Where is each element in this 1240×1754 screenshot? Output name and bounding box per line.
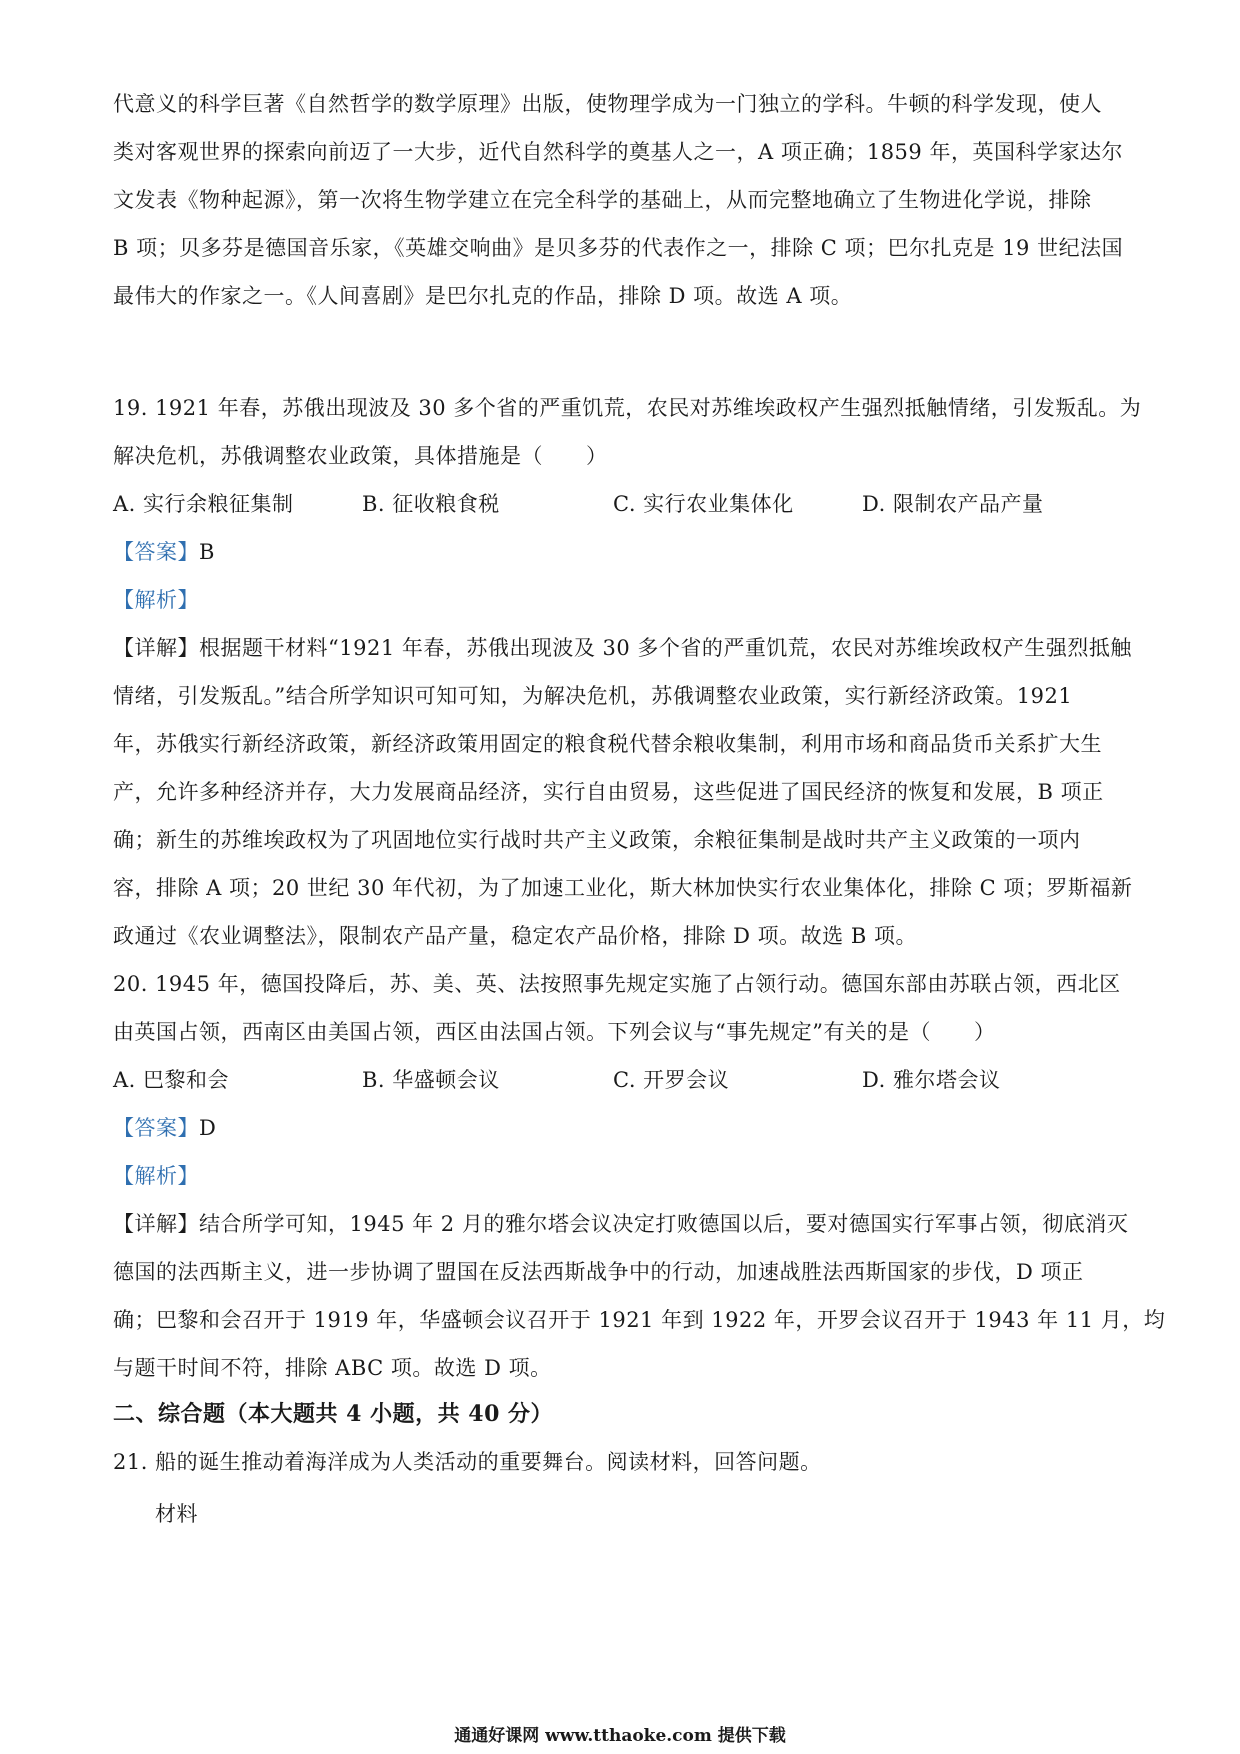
q19-analysis-tag: 【解析】 (113, 588, 199, 612)
q19-detail-line: 确；新生的苏维埃政权为了巩固地位实行战时共产主义政策，余粮征集制是战时共产主义政策的一项内 (113, 828, 1081, 852)
q20-option-c: C. 开罗会议 (613, 1068, 730, 1092)
prev-explanation-line: 最伟大的作家之一。《人间喜剧》是巴尔扎克的作品，排除 D 项。故选 A 项。 (113, 284, 853, 308)
q19-detail-line: 产，允许多种经济并存，大力发展商品经济，实行自由贸易，这些促进了国民经济的恢复和发展，B 项正 (113, 780, 1104, 804)
q21-material-label: 材料 (155, 1502, 198, 1526)
q20-detail-line (113, 1214, 1128, 1235)
footer-watermark: 通通好课网 www.tthaoke.com 提供下载 (454, 1726, 786, 1746)
q19-detail-line: 政通过《农业调整法》，限制农产品产量，稳定农产品价格，排除 D 项。故选 B 项。 (113, 924, 917, 948)
q19-detail-line (113, 638, 1132, 659)
detail-text: 结合所学可知，1945 年 2 月的雅尔塔会议决定打败德国以后，要对德国实行军事占领，彻底消灭 (199, 1212, 1129, 1236)
q19-detail-line: 情绪，引发叛乱。”结合所学知识可知可知，为解决危机，苏俄调整农业政策，实行新经济政策。1921 (113, 684, 1073, 708)
q19-option-a: A. 实行余粮征集制 (113, 492, 294, 516)
q21-stem: 21. 船的诞生推动着海洋成为人类活动的重要舞台。阅读材料，回答问题。 (113, 1450, 822, 1474)
answer-value: B (199, 540, 215, 564)
q20-option-d: D. 雅尔塔会议 (862, 1068, 1001, 1092)
answer-value: D (199, 1116, 217, 1140)
q19-detail-line: 容，排除 A 项；20 世纪 30 年代初，为了加速工业化，斯大林加快实行农业集体化，排除 C 项；罗斯福新 (113, 876, 1133, 900)
answer-tag: 【答案】 (113, 540, 199, 564)
q20-answer (113, 1118, 216, 1139)
prev-explanation-line: B 项；贝多芬是德国音乐家，《英雄交响曲》是贝多芬的代表作之一，排除 C 项；巴尔扎克是 19 世纪法国 (113, 236, 1124, 260)
detail-text: 根据题干材料“1921 年春，苏俄出现波及 30 多个省的严重饥荒，农民对苏维埃政权产生强烈抵触 (199, 636, 1132, 660)
detail-tag: 【详解】 (113, 1212, 199, 1236)
q20-option-b: B. 华盛顿会议 (362, 1068, 500, 1092)
q20-stem-line: 20. 1945 年，德国投降后，苏、美、英、法按照事先规定实施了占领行动。德国东部由苏联占领，西北区 (113, 972, 1121, 996)
detail-tag: 【详解】 (113, 636, 199, 660)
q20-option-a: A. 巴黎和会 (113, 1068, 230, 1092)
q20-detail-line: 德国的法西斯主义，进一步协调了盟国在反法西斯战争中的行动，加速战胜法西斯国家的步伐，D 项正 (113, 1260, 1084, 1284)
prev-explanation-line: 类对客观世界的探索向前迈了一大步，近代自然科学的奠基人之一，A 项正确；1859 年，英国科学家达尔 (113, 140, 1123, 164)
q19-detail-line: 年，苏俄实行新经济政策，新经济政策用固定的粮食税代替余粮收集制，利用市场和商品货币关系扩大生 (113, 732, 1102, 756)
q19-stem-line: 19. 1921 年春，苏俄出现波及 30 多个省的严重饥荒，农民对苏维埃政权产生强烈抵触情绪，引发叛乱。为 (113, 396, 1142, 420)
q19-stem-line: 解决危机，苏俄调整农业政策，具体措施是（ ） (113, 444, 608, 468)
answer-tag: 【答案】 (113, 1116, 199, 1140)
q19-option-c: C. 实行农业集体化 (613, 492, 794, 516)
q19-answer (113, 542, 215, 563)
q20-stem-line: 由英国占领，西南区由美国占领，西区由法国占领。下列会议与“事先规定”有关的是（ ） (113, 1020, 996, 1044)
q20-detail-line: 与题干时间不符，排除 ABC 项。故选 D 项。 (113, 1356, 552, 1380)
prev-explanation-line: 文发表《物种起源》，第一次将生物学建立在完全科学的基础上，从而完整地确立了生物进化学说，排除 (113, 188, 1092, 212)
q19-option-b: B. 征收粮食税 (362, 492, 500, 516)
prev-explanation-line: 代意义的科学巨著《自然哲学的数学原理》出版，使物理学成为一门独立的学科。牛顿的科学发现，使人 (113, 92, 1102, 116)
q19-option-d: D. 限制农产品产量 (862, 492, 1044, 516)
q20-analysis-tag: 【解析】 (113, 1164, 199, 1188)
section-heading: 二、综合题（本大题共 4 小题，共 40 分） (113, 1401, 554, 1427)
q20-detail-line: 确；巴黎和会召开于 1919 年，华盛顿会议召开于 1921 年到 1922 年，开罗会议召开于 1943 年 11 月，均 (113, 1308, 1166, 1332)
